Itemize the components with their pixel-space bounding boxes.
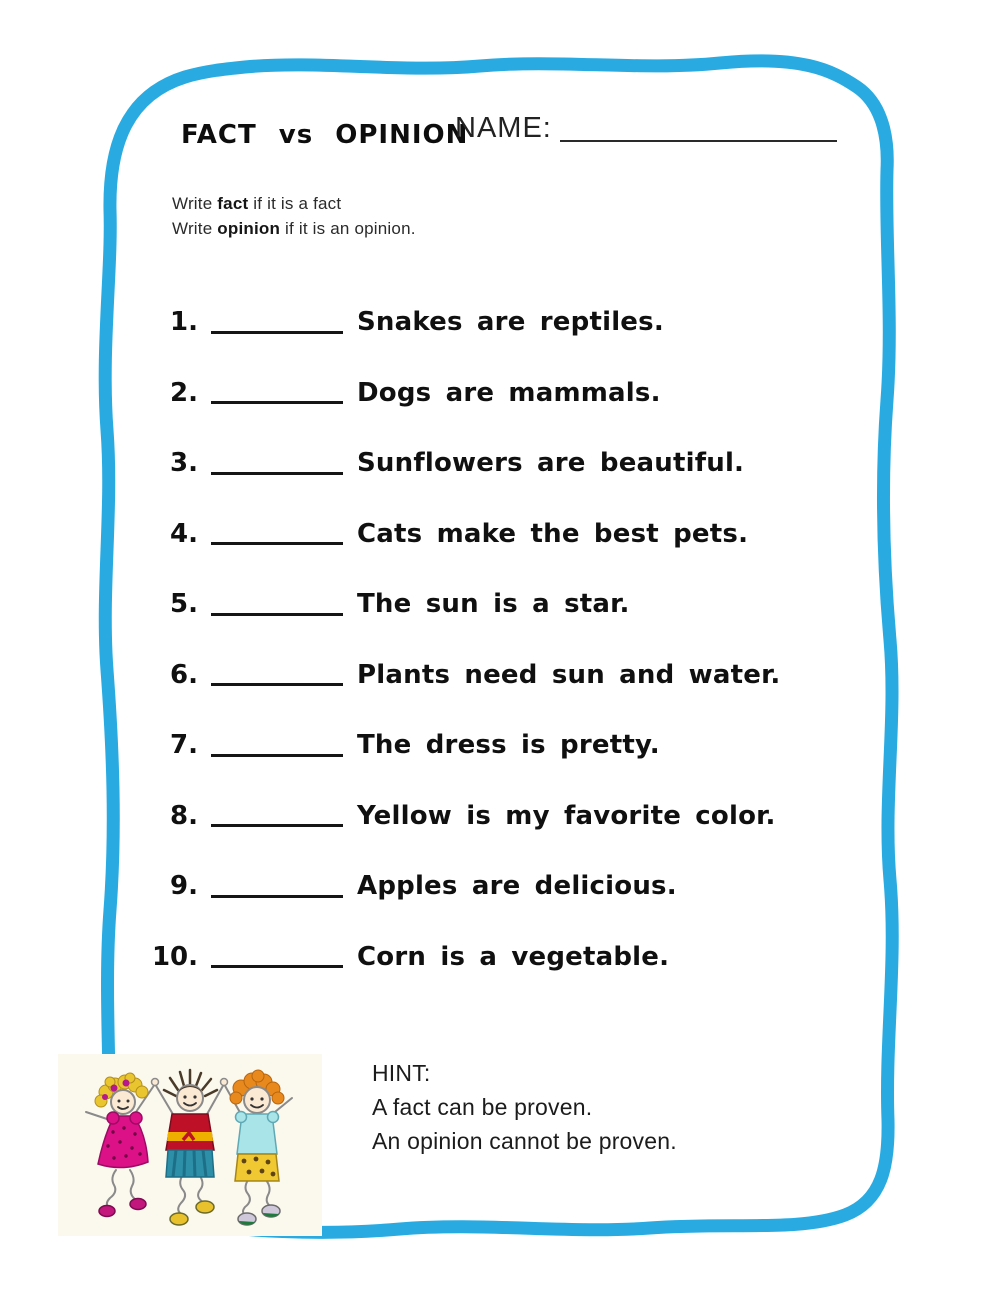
list-item <box>150 428 910 499</box>
name-input-line[interactable] <box>560 140 837 142</box>
list-item <box>150 922 910 993</box>
item-sentence: Dogs are mammals. <box>357 377 661 408</box>
item-sentence: Yellow is my favorite color. <box>357 800 776 831</box>
item-number: 2. <box>170 377 198 408</box>
list-item <box>150 781 910 852</box>
item-sentence: The dress is pretty. <box>357 730 660 761</box>
answer-blank[interactable] <box>211 613 343 616</box>
item-number: 7. <box>170 730 198 761</box>
item-sentence: Cats make the best pets. <box>357 518 749 549</box>
answer-blank[interactable] <box>211 472 343 475</box>
instruction-keyword-fact: fact <box>217 194 249 213</box>
list-item <box>150 499 910 570</box>
name-field-row <box>455 112 837 145</box>
hint-line-1: A fact can be proven. <box>372 1094 593 1120</box>
instruction-text: if it is an opinion. <box>285 219 416 238</box>
instructions <box>172 191 416 241</box>
instruction-text: if it is a fact <box>253 194 342 213</box>
item-number: 6. <box>170 659 198 690</box>
item-number: 10. <box>151 941 198 972</box>
answer-blank[interactable] <box>211 683 343 686</box>
instruction-line-1 <box>172 191 416 216</box>
list-item <box>150 358 910 429</box>
name-label: NAME: <box>455 112 552 144</box>
list-item <box>150 287 910 358</box>
item-sentence: Corn is a vegetable. <box>357 941 670 972</box>
item-number: 4. <box>170 518 198 549</box>
page-title: FACT vs OPINION <box>181 120 469 150</box>
kids-illustration-panel <box>58 1054 322 1236</box>
hint-line-2: An opinion cannot be proven. <box>372 1128 677 1154</box>
instruction-text: Write <box>172 194 213 213</box>
answer-blank[interactable] <box>211 754 343 757</box>
answer-blank[interactable] <box>211 965 343 968</box>
answer-blank[interactable] <box>211 542 343 545</box>
statement-list <box>150 287 910 992</box>
list-item <box>150 569 910 640</box>
list-item <box>150 710 910 781</box>
three-kids-jumping-illustration <box>58 1054 322 1236</box>
item-sentence: Apples are delicious. <box>357 871 677 902</box>
instruction-keyword-opinion: opinion <box>217 219 281 238</box>
hint-label: HINT: <box>372 1060 431 1086</box>
item-number: 8. <box>170 800 198 831</box>
item-sentence: Sunflowers are beautiful. <box>357 448 745 479</box>
answer-blank[interactable] <box>211 401 343 404</box>
hint-block <box>372 1056 677 1158</box>
item-number: 1. <box>170 307 198 338</box>
list-item <box>150 640 910 711</box>
answer-blank[interactable] <box>211 331 343 334</box>
item-sentence: Plants need sun and water. <box>357 659 781 690</box>
answer-blank[interactable] <box>211 824 343 827</box>
instruction-text: Write <box>172 219 213 238</box>
instruction-line-2 <box>172 216 416 241</box>
item-number: 9. <box>170 871 198 902</box>
list-item <box>150 851 910 922</box>
item-sentence: The sun is a star. <box>357 589 630 620</box>
item-sentence: Snakes are reptiles. <box>357 307 664 338</box>
item-number: 5. <box>170 589 198 620</box>
item-number: 3. <box>170 448 198 479</box>
answer-blank[interactable] <box>211 895 343 898</box>
